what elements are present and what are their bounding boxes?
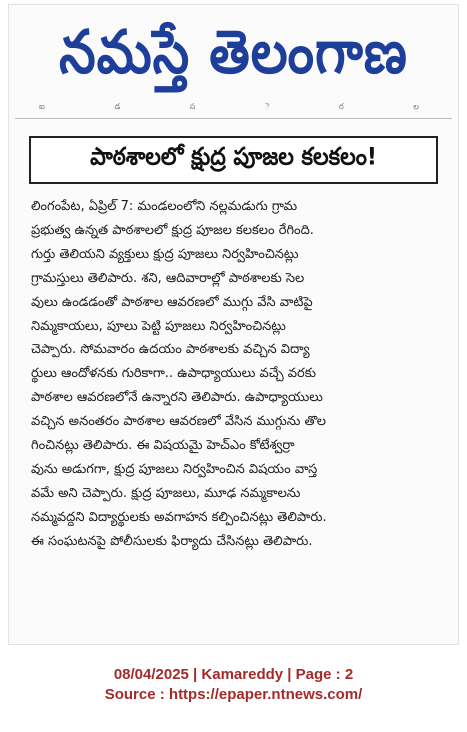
article-line: చెప్పారు. సోమవారం ఉదయం పాఠశాలకు వచ్చిన విద్యా — [31, 342, 310, 358]
date-strip-fragment: ల — [413, 102, 419, 111]
date-strip-fragment: ె — [264, 102, 270, 111]
source-link[interactable]: Source : https://epaper.ntnews.com/ — [104, 686, 363, 703]
article-line: వమే అని చెప్పారు. క్షుద్ర పూజలు, మూఢ నమ్మకాలను — [31, 485, 301, 501]
article-line: నమ్మవద్దని విద్యార్థులకు అవగాహన కల్పించినట్లు తెలిపారు. — [31, 509, 327, 525]
article-line: పాఠశాల ఆవరణలోనే ఉన్నారని తెలిపారు. ఉపాధ్యాయులు — [31, 390, 323, 406]
masthead — [9, 5, 458, 100]
date-strip-fragment: స — [189, 102, 196, 111]
date-strip — [39, 100, 419, 114]
article-line: గించినట్లు తెలిపారు. ఈ విషయమై హెచ్ఎం కోటేశ్వర్రా — [31, 438, 295, 454]
article-body — [31, 195, 441, 554]
date-strip-fragment: ఐ — [39, 102, 45, 111]
date-strip-fragment: ర — [339, 102, 344, 111]
headline-box — [29, 136, 438, 184]
article-line: ర్థులు ఆందోళనకు గురికాగా.. ఉపాధ్యాయులు వచ్చే వరకు — [31, 366, 317, 382]
article-line: వును అడుగగా, క్షుద్ర పూజలు నిర్వహించిన విషయం వాస్త — [31, 461, 318, 477]
date-strip-fragment: డ — [114, 102, 121, 111]
article-line: ప్రభుత్వ ఉన్నత పాఠశాలలో క్షుద్ర పూజల కలకలం రేగింది. — [31, 222, 314, 238]
article-line: గుర్తు తెలియని వ్యక్తులు క్షుద్ర పూజలు నిర్వహించినట్లు — [31, 246, 299, 262]
article-line: నిమ్మకాయలు, పూలు పెట్టి పూజలు నిర్వహించినట్లు — [31, 318, 286, 334]
footer — [0, 665, 467, 705]
article-headline: పాఠశాలలో క్షుద్ర పూజల కలకలం! — [90, 143, 377, 171]
article-line: ఈ సంఘటనపై పోలీసులకు ఫిర్యాదు చేసినట్లు తెలిపారు. — [31, 533, 313, 549]
divider — [15, 118, 452, 119]
article-line: లింగంపేట, ఏప్రిల్ 7: మండలంలోని నల్లమడుగు గ్రామ — [31, 199, 298, 214]
article-line: వులు ఉండడంతో పాఠశాల ఆవరణలో ముగ్గు వేసి వాటిపై — [31, 294, 313, 310]
edition-info: 08/04/2025 | Kamareddy | Page : 2 — [113, 666, 354, 683]
masthead-logo: నమస్తే తెలంగాణ — [59, 18, 408, 87]
article-line: వచ్చిన అనంతరం పాఠశాల ఆవరణలో వేసిన ముగ్గును తొల — [31, 414, 326, 430]
article-line: గ్రామస్తులు తెలిపారు. శని, ఆదివారాల్లో పాఠశాలకు సెల — [31, 270, 305, 286]
newspaper-clipping — [8, 4, 459, 645]
